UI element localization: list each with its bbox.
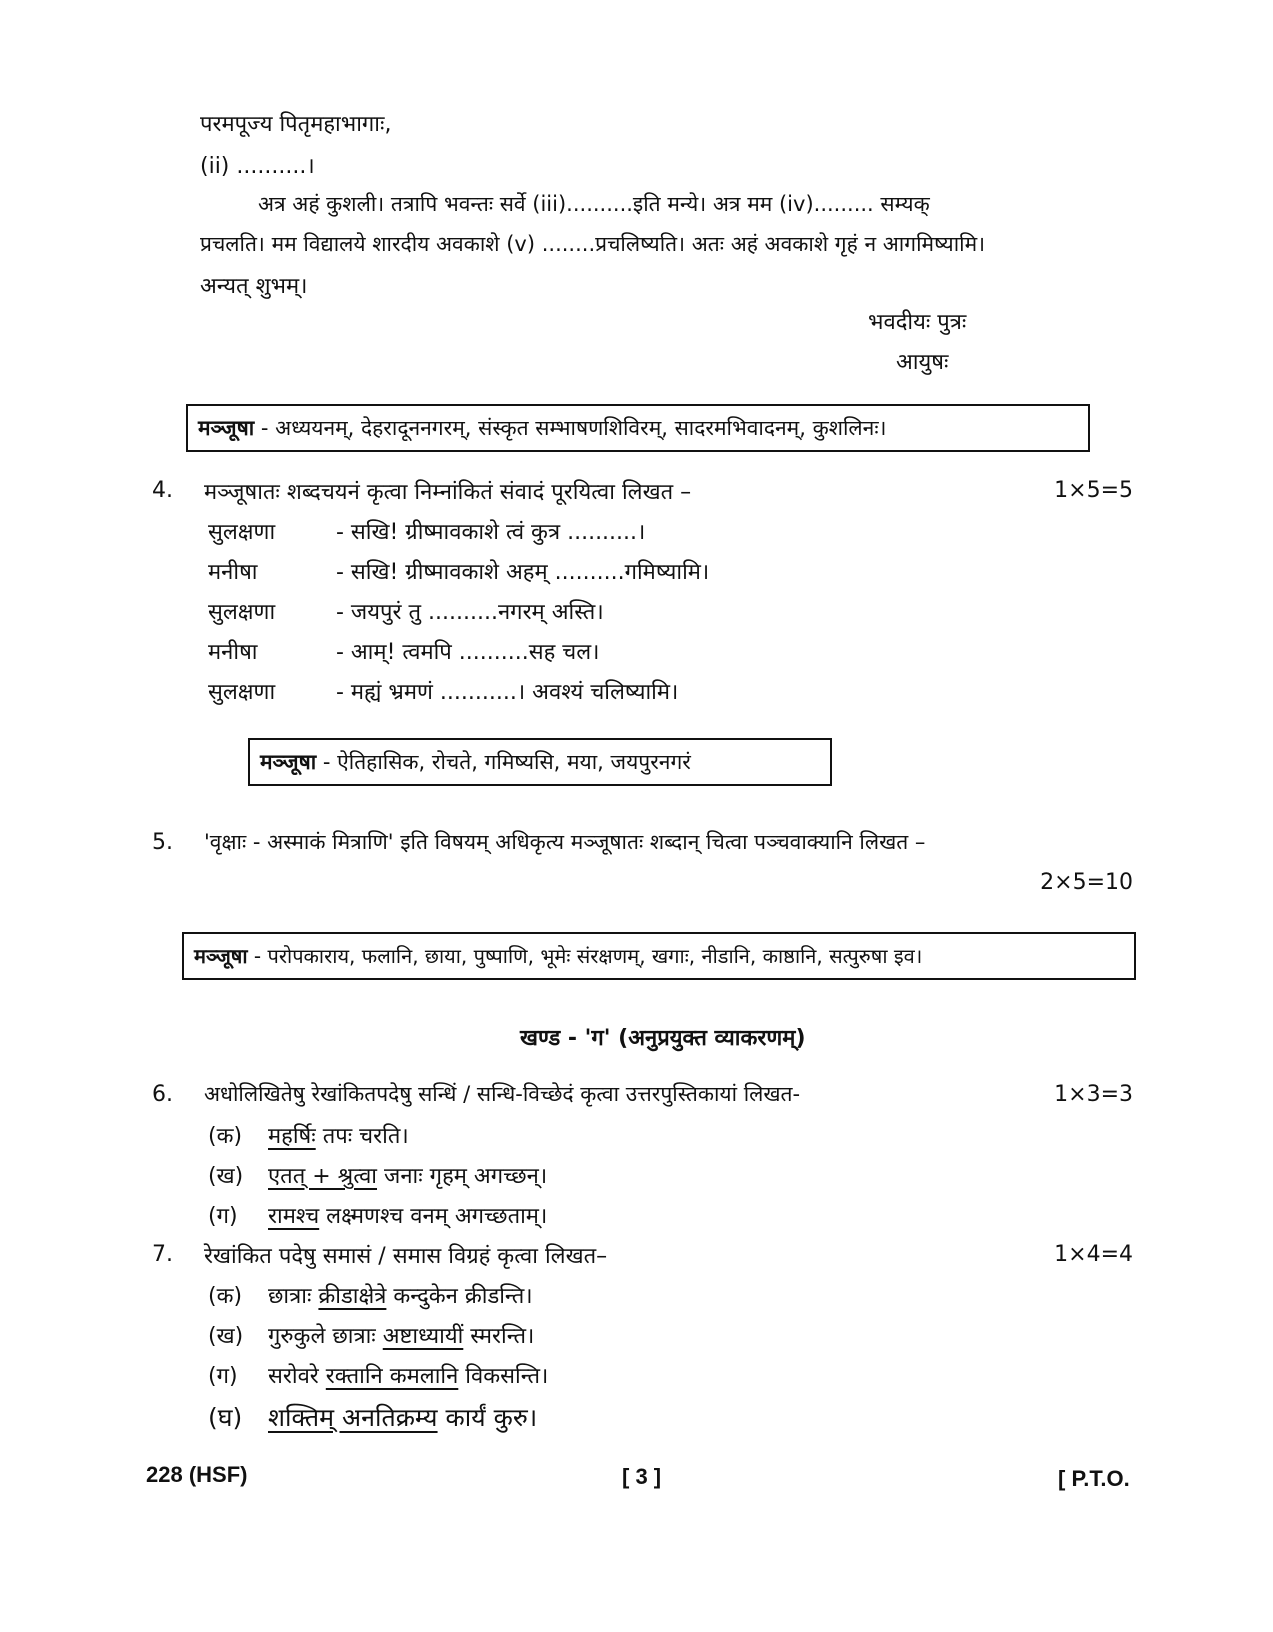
item-label: (ग) <box>208 1204 238 1229</box>
item-pre: गुरुकुले छात्राः <box>268 1324 383 1349</box>
word-box-words: - ऐतिहासिक, रोचते, गमिष्यसि, मया, जयपुरनगरं <box>316 750 691 774</box>
letter-sign-2: आयुषः <box>896 350 949 375</box>
item-sentence <box>268 1360 548 1390</box>
question-5-text: 'वृक्षाः - अस्माकं मित्राणि' इति विषयम् अधिकृत्य मञ्जूषातः शब्दान् चित्वा पञ्चवाक्यानि लिखत – <box>204 830 926 854</box>
word-box-label: मञ्जूषा <box>198 416 255 440</box>
item-sentence <box>268 1400 537 1434</box>
item-pre: सरोवरे <box>268 1364 326 1389</box>
underlined-word: क्रीडाक्षेत्रे <box>318 1284 387 1309</box>
item-rest: कार्यं कुरु। <box>437 1403 538 1432</box>
letter-para-line3: अन्यत् शुभम्। <box>200 274 308 299</box>
letter-blank-ii: (ii) ..........। <box>200 154 315 179</box>
item-label: (घ) <box>208 1403 243 1432</box>
underlined-word: अष्टाध्यायीं <box>382 1324 464 1349</box>
underlined-word: रामश्च <box>268 1204 320 1229</box>
item-label: (ख) <box>208 1164 244 1189</box>
letter-salutation: परमपूज्य पितृमहाभागाः, <box>200 112 392 137</box>
word-box-3 <box>182 932 1136 980</box>
question-5-marks: 2×5=10 <box>1040 870 1133 895</box>
word-box-1 <box>186 404 1090 452</box>
item-label: (ग) <box>208 1364 238 1389</box>
dialogue-speaker: मनीषा <box>208 560 258 585</box>
item-pre: छात्राः <box>268 1284 319 1309</box>
underlined-word: महर्षिः <box>268 1124 316 1149</box>
underlined-word: एतत् + श्रुत्वा <box>268 1164 378 1189</box>
item-sentence <box>268 1160 547 1190</box>
dialogue-line: - मह्यं भ्रमणं ...........। अवश्यं चलिष्यामि। <box>336 680 679 705</box>
question-7-marks: 1×4=4 <box>1054 1242 1133 1267</box>
word-box-label: मञ्जूषा <box>194 944 248 968</box>
paper-code: 228 (HSF) <box>146 1462 248 1487</box>
item-sentence <box>268 1320 534 1350</box>
letter-para-line2: प्रचलति। मम विद्यालये शारदीय अवकाशे (v) ........प्रचलिष्यति। अतः अहं अवकाशे गृहं न आगमिष्यामि। <box>200 232 986 256</box>
dialogue-line: - सखि! ग्रीष्मावकाशे त्वं कुत्र ..........। <box>336 520 646 545</box>
word-box-2 <box>248 738 832 786</box>
item-sentence <box>268 1120 409 1150</box>
dialogue-speaker: मनीषा <box>208 640 258 665</box>
letter-sign-1: भवदीयः पुत्रः <box>868 310 967 335</box>
item-rest: लक्ष्मणश्च वनम् अगच्छताम्। <box>319 1204 548 1229</box>
question-7-number: 7. <box>152 1242 173 1267</box>
question-4-text: मञ्जूषातः शब्दचयनं कृत्वा निम्नांकितं संवादं पूरयित्वा लिखत – <box>204 480 692 505</box>
dialogue-line: - जयपुरं तु ..........नगरम् अस्ति। <box>336 600 604 625</box>
word-box-words: - परोपकाराय, फलानि, छाया, पुष्पाणि, भूमेः संरक्षणम्, खगाः, नीडानि, काष्ठानि, सत्पुरुषा इव। <box>247 944 923 968</box>
question-4-marks: 1×5=5 <box>1054 478 1133 503</box>
item-rest: कन्दुकेन क्रीडन्ति। <box>386 1284 533 1309</box>
dialogue-line: - सखि! ग्रीष्मावकाशे अहम् ..........गमिष्यामि। <box>336 560 710 585</box>
underlined-word: शक्तिम् अनतिक्रम्य <box>268 1403 438 1432</box>
dialogue-speaker: सुलक्षणा <box>208 680 276 705</box>
item-label: (ख) <box>208 1324 244 1349</box>
item-sentence <box>268 1280 533 1310</box>
pto-note: [ P.T.O. <box>1058 1466 1130 1491</box>
dialogue-speaker: सुलक्षणा <box>208 600 276 625</box>
letter-para-line1: अत्र अहं कुशली। तत्रापि भवन्तः सर्वे (iii)..........इति मन्ये। अत्र मम (iv)......... सम्यक् <box>258 192 930 216</box>
dialogue-speaker: सुलक्षणा <box>208 520 276 545</box>
question-4-number: 4. <box>152 478 173 503</box>
page-number: [ 3 ] <box>622 1464 662 1489</box>
section-heading: खण्ड - 'ग' (अनुप्रयुक्त व्याकरणम्) <box>520 1026 806 1051</box>
item-rest: जनाः गृहम् अगच्छन्। <box>377 1164 548 1189</box>
item-rest: विकसन्ति। <box>458 1364 549 1389</box>
question-6-marks: 1×3=3 <box>1054 1082 1133 1107</box>
item-sentence <box>268 1200 547 1230</box>
underlined-word: रक्तानि कमलानि <box>325 1364 459 1389</box>
item-label: (क) <box>208 1124 243 1149</box>
dialogue-line: - आम्! त्वमपि ..........सह चल। <box>336 640 600 665</box>
question-6-text: अधोलिखितेषु रेखांकितपदेषु सन्धिं / सन्धि-विच्छेदं कृत्वा उत्तरपुस्तिकायां लिखत- <box>204 1082 801 1106</box>
question-6-number: 6. <box>152 1082 173 1107</box>
item-label: (क) <box>208 1284 243 1309</box>
word-box-label: मञ्जूषा <box>260 750 317 774</box>
item-rest: स्मरन्ति। <box>463 1324 535 1349</box>
item-rest: तपः चरति। <box>315 1124 409 1149</box>
question-7-text: रेखांकित पदेषु समासं / समास विग्रहं कृत्वा लिखत– <box>204 1244 608 1269</box>
question-5-number: 5. <box>152 830 173 855</box>
word-box-words: - अध्ययनम्, देहरादूननगरम्, संस्कृत सम्भाषणशिविरम्, सादरमभिवादनम्, कुशलिनः। <box>254 416 887 440</box>
